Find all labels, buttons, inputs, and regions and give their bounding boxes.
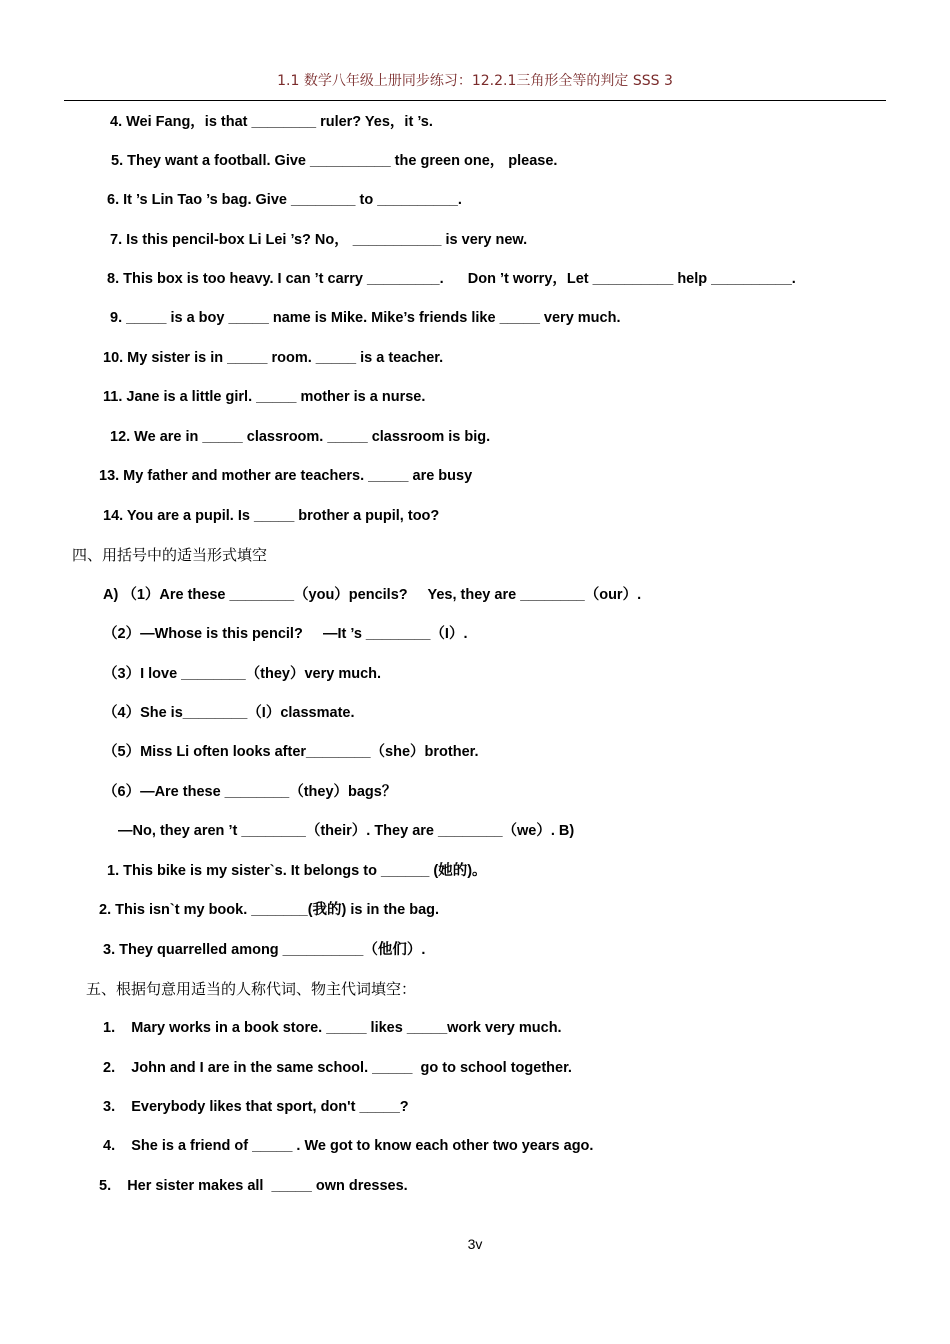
section-5-line-4: 4. She is a friend of _____ . We got to know each other two years ago. [103, 1138, 594, 1154]
section-4-line-4: （4）She is________（I）classmate. [103, 705, 355, 721]
page-header: 1.1 数学八年级上册同步练习：12.2.1三角形全等的判定 SSS 3 [277, 73, 673, 89]
page-number: 3v [467, 1236, 483, 1252]
section-5-title: 五、根据句意用适当的人称代词、物主代词填空： [86, 980, 417, 998]
exercise-line-10: 10. My sister is in _____ room. _____ is a teacher. [103, 350, 444, 366]
section-4-line-5: （5）Miss Li often looks after________（she）brother. [103, 744, 479, 760]
exercise-line-6: 6. It ’s Lin Tao ’s bag. Give ________ to __________. [107, 192, 462, 208]
exercise-line-11: 11. Jane is a little girl. _____ mother is a nurse. [103, 389, 426, 405]
exercise-line-8: 8. This box is too heavy. I can ’t carry _________. Don ’t worry，Let __________ help __________. [107, 271, 796, 287]
section-4-line-b2: 2. This isn`t my book. _______(我的) is in the bag. [99, 902, 440, 918]
exercise-line-5: 5. They want a football. Give __________ the green one， please. [111, 153, 558, 169]
section-4-line-b1: 1. This bike is my sister`s. It belongs to ______ (她的)。 [107, 863, 487, 879]
section-5-line-1: 1. Mary works in a book store. _____ likes _____work very much. [103, 1020, 562, 1036]
section-4-line-2: （2）—Whose is this pencil? —It ’s ________（I）. [103, 626, 468, 642]
section-4-line-b3: 3. They quarrelled among __________（他们）. [103, 942, 426, 958]
section-4-line-6-answer: —No, they aren ’t ________（their）. They are ________（we）. B) [110, 823, 575, 839]
header-divider [64, 100, 886, 101]
exercise-line-4: 4. Wei Fang，is that ________ ruler? Yes，it ’s. [110, 114, 433, 130]
section-4-title: 四、用括号中的适当形式填空 [72, 546, 268, 564]
section-5-line-2: 2. John and I are in the same school. _____ go to school together. [103, 1060, 572, 1076]
exercise-line-14: 14. You are a pupil. Is _____ brother a pupil, too? [103, 508, 440, 524]
exercise-line-12: 12. We are in _____ classroom. _____ classroom is big. [110, 429, 491, 445]
section-4-line-6: （6）—Are these ________（they）bags？ [103, 784, 397, 800]
exercise-line-7: 7. Is this pencil-box Li Lei ’s? No， ___________ is very new. [110, 232, 528, 248]
section-5-line-3: 3. Everybody likes that sport, don't _____? [103, 1099, 409, 1115]
section-4-line-a1: A) （1）Are these ________（you）pencils? Yes, they are ________（our）. [103, 587, 642, 603]
section-5-line-5: 5. Her sister makes all _____ own dresses. [99, 1178, 408, 1194]
exercise-line-9: 9. _____ is a boy _____ name is Mike. Mike’s friends like _____ very much. [110, 310, 621, 326]
exercise-line-13: 13. My father and mother are teachers. _____ are busy [99, 468, 473, 484]
section-4-line-3: （3）I love ________（they）very much. [103, 666, 382, 682]
